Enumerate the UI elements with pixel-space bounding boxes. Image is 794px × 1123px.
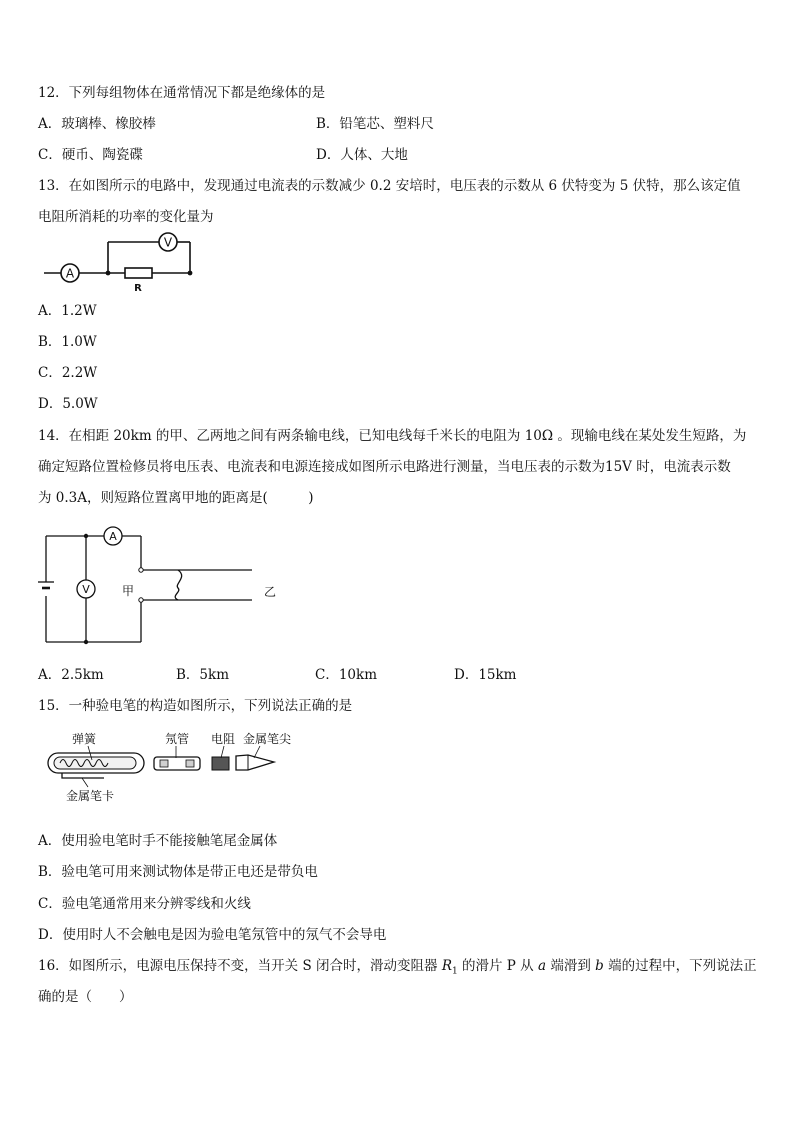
q15-stem: 15．一种验电笔的构造如图所示，下列说法正确的是: [38, 698, 353, 714]
q16-stem-line2: 确的是（ ）: [38, 989, 133, 1005]
q15-test-pen-diagram: [38, 728, 308, 808]
q16-point-b: b: [595, 958, 604, 974]
q13-ammeter-label: A: [65, 266, 75, 281]
q12-option-b: B．铅笔芯、塑料尺: [316, 116, 434, 132]
q14-circuit-diagram: [38, 522, 288, 650]
q13-voltmeter-label: V: [163, 235, 173, 250]
q16-stem-part-d: 端的过程中，下列说法正: [603, 958, 757, 974]
q16-stem-part-a: 16．如图所示，电源电压保持不变，当开关 S 闭合时，滑动变阻器: [38, 958, 442, 974]
q13-option-b: B．1.0W: [38, 334, 97, 350]
q13-option-c: C．2.2W: [38, 365, 98, 381]
q12-option-d: D．人体、大地: [316, 147, 408, 163]
q15-option-a: A．使用验电笔时手不能接触笔尾金属体: [38, 833, 278, 849]
q15-option-c: C．验电笔通常用来分辨零线和火线: [38, 896, 251, 912]
q14-ammeter-label: A: [109, 530, 117, 543]
q14-stem-line1: 14．在相距 20km 的甲、乙两地之间有两条输电线，已知电线每千米长的电阻为 10Ω 。现输电线在某处发生短路，为: [38, 428, 747, 444]
q14-option-b: B．5km: [176, 667, 229, 683]
q14-voltmeter-label: V: [82, 583, 90, 596]
q15-option-d: D．使用时人不会触电是因为验电笔氖管中的氖气不会导电: [38, 927, 387, 943]
q16-stem-part-c: 端滑到: [546, 958, 596, 974]
q15-option-b: B．验电笔可用来测试物体是带正电还是带负电: [38, 864, 318, 880]
q15-clip-label: 金属笔卡: [66, 789, 115, 803]
q15-spring-label: 弹簧: [72, 732, 97, 746]
q16-stem-line1: [38, 957, 757, 981]
q14-option-c: C．10km: [315, 667, 377, 683]
q16-point-a: a: [537, 958, 547, 974]
q14-stem-line3: 为 0.3A，则短路位置离甲地的距离是( ): [38, 490, 314, 506]
q15-neon-tube-label: 氖管: [165, 732, 190, 746]
q12-option-a: A．玻璃棒、橡胶棒: [38, 116, 156, 132]
q15-tip-label: 金属笔尖: [243, 732, 292, 746]
q13-circuit-diagram: [40, 228, 200, 294]
q16-r-subscript: 1: [451, 966, 458, 977]
q13-resistor-label: R: [134, 283, 142, 294]
q13-stem-line1: 13．在如图所示的电路中，发现通过电流表的示数减少 0.2 安培时，电压表的示数从 6 伏特变为 5 伏特，那么该定值: [38, 178, 741, 194]
q14-place-yi: 乙: [263, 585, 277, 599]
q15-resistor-label: 电阻: [211, 732, 236, 746]
q16-r-symbol: R: [441, 958, 452, 974]
q13-stem-line2: 电阻所消耗的功率的变化量为: [38, 209, 214, 225]
q12-stem: 12．下列每组物体在通常情况下都是绝缘体的是: [38, 85, 326, 101]
q14-option-d: D．15km: [454, 667, 517, 683]
q16-stem-part-b: 的滑片 P 从: [457, 958, 538, 974]
q13-option-a: A．1.2W: [38, 303, 97, 319]
q12-option-c: C．硬币、陶瓷碟: [38, 147, 143, 163]
q13-option-d: D．5.0W: [38, 396, 98, 412]
q14-place-jia: 甲: [121, 584, 135, 598]
q14-stem-line2: 确定短路位置检修员将电压表、电流表和电源连接成如图所示电路进行测量，当电压表的示数为15V 时，电流表示数: [38, 459, 731, 475]
q14-option-a: A．2.5km: [38, 667, 104, 683]
